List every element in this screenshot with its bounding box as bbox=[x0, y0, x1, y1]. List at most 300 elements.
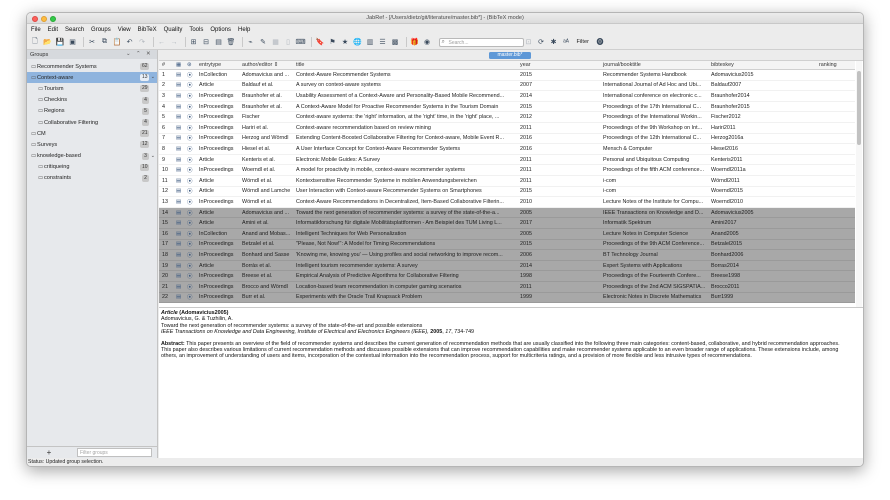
pdf-file-icon[interactable]: ▤ bbox=[176, 241, 182, 248]
ranking-cell[interactable] bbox=[818, 240, 858, 250]
year-cell: 2015 bbox=[520, 241, 532, 248]
group-count-badge: 12 bbox=[141, 141, 148, 148]
journal-cell: IEEE Transactions on Knowledge and D... bbox=[603, 209, 704, 216]
bibtexkey-cell: Borras2014 bbox=[711, 262, 739, 269]
group-item[interactable] bbox=[27, 72, 157, 83]
group-label: knowledge-based bbox=[37, 153, 81, 160]
star-icon[interactable]: ★ bbox=[341, 39, 349, 46]
title-cell: Intelligent Techniques for Web Personalization bbox=[296, 230, 407, 237]
title-cell: Informatikforschung für digitale Mobilitätsplattformen - Am Beispiel des TUM Living L... bbox=[296, 220, 502, 227]
doi-link-icon[interactable]: ⦿ bbox=[187, 295, 193, 302]
bibtexkey-cell: Breese1998 bbox=[711, 273, 741, 280]
save-icon[interactable]: 💾 bbox=[55, 39, 65, 46]
ranking-cell[interactable] bbox=[818, 134, 858, 144]
table-row[interactable] bbox=[159, 187, 855, 198]
pdf-icon[interactable]: ▦ bbox=[272, 39, 279, 46]
table-row[interactable] bbox=[159, 197, 855, 208]
bibtexkey-cell: Wörndl2011 bbox=[711, 177, 740, 184]
row-number: 2 bbox=[162, 82, 165, 89]
table-row[interactable] bbox=[159, 81, 855, 92]
list-icon[interactable]: ☰ bbox=[379, 39, 386, 46]
doi-link-icon[interactable]: ⦿ bbox=[187, 263, 193, 270]
bibtexkey-cell: Herzog2016a bbox=[711, 135, 744, 142]
bibtexkey-cell: Woerndl2011a bbox=[711, 167, 746, 174]
table-row[interactable] bbox=[159, 155, 855, 166]
ranking-cell[interactable] bbox=[818, 187, 858, 197]
author-cell: Kenteris et al. bbox=[242, 156, 275, 163]
table-row[interactable] bbox=[159, 70, 855, 81]
entrytype-cell: Article bbox=[199, 262, 214, 269]
tab-master-bib[interactable]: master.bib* bbox=[489, 52, 531, 59]
github-icon[interactable]: ◉ bbox=[423, 39, 431, 46]
pdf-file-icon[interactable]: ▤ bbox=[176, 220, 182, 227]
group-count-badge: 5 bbox=[142, 108, 149, 115]
entrytype-cell: InCollection bbox=[199, 71, 228, 78]
sync-icon[interactable]: ⟳ bbox=[538, 39, 544, 46]
pdf-file-icon[interactable]: ▤ bbox=[176, 114, 182, 121]
doi-link-icon[interactable]: ⦿ bbox=[187, 136, 193, 143]
help-icon[interactable]: ⓿ bbox=[596, 39, 604, 46]
ranking-cell[interactable] bbox=[818, 293, 858, 303]
entry-table bbox=[159, 61, 863, 307]
table-row[interactable] bbox=[159, 282, 855, 293]
doi-link-icon[interactable]: ⦿ bbox=[187, 83, 193, 90]
ranking-cell[interactable] bbox=[818, 144, 858, 154]
title-cell: Context-Aware Recommender Systems bbox=[296, 71, 391, 78]
search-input[interactable] bbox=[439, 38, 524, 47]
table-row[interactable] bbox=[159, 271, 855, 282]
journal-cell: BT Technology Journal bbox=[603, 251, 658, 258]
author-cell: Wörndl et al. bbox=[242, 177, 273, 184]
group-item[interactable] bbox=[27, 95, 157, 106]
folder-icon: ▭ bbox=[31, 141, 37, 148]
table-scrollbar[interactable] bbox=[856, 61, 862, 307]
open-library-icon[interactable]: 📂 bbox=[43, 39, 52, 46]
table-row[interactable] bbox=[159, 134, 855, 145]
filter-toggle[interactable]: Filter bbox=[576, 39, 589, 45]
group-count-badge: 29 bbox=[141, 85, 148, 92]
entrytype-cell: InProceedings bbox=[199, 167, 234, 174]
ranking-cell[interactable] bbox=[818, 250, 858, 260]
table-row[interactable] bbox=[159, 261, 855, 272]
doi-link-icon[interactable]: ⦿ bbox=[187, 93, 193, 100]
table-row[interactable] bbox=[159, 218, 855, 229]
group-item[interactable] bbox=[27, 106, 157, 117]
menu-quality[interactable]: Quality bbox=[163, 26, 183, 33]
author-cell: Braunhofer et al. bbox=[242, 92, 282, 99]
abstract-text: This paper presents an overview of the field of recommender systems and describes the current generation of recommendation methods that are usually classified into the following three main categories: content-based, collaborative, and hybrid recommendation approaches. This paper also describes various limitations of current recommendation methods and discusses possible extensions that can improve recommendation capabilities and make recommender systems applicable to an even broader range of applications. These extensions include, among others, an improvement of understanding of users and items, incorporation of the contextual information into the recommendation process, support for multicriteria ratings, and a provision of more flexible and less intrusive types of recommendations. bbox=[161, 340, 840, 360]
doi-link-icon[interactable]: ⦿ bbox=[187, 104, 193, 111]
journal-cell: Electronic Notes in Discrete Mathematics bbox=[603, 294, 702, 301]
author-cell: Braunhofer et al. bbox=[242, 103, 282, 110]
group-item[interactable] bbox=[27, 162, 157, 173]
column-header-entrytype[interactable]: entrytype bbox=[199, 62, 222, 68]
year-cell: 2011 bbox=[520, 124, 532, 131]
row-number: 17 bbox=[162, 241, 168, 248]
row-number: 16 bbox=[162, 230, 168, 237]
delete-entry-icon[interactable]: 🗑 bbox=[226, 39, 236, 46]
pdf-file-icon[interactable]: ▤ bbox=[176, 273, 182, 280]
entrytype-cell: InProceedings bbox=[199, 241, 234, 248]
bibtexkey-cell: Woerndl2010 bbox=[711, 198, 743, 205]
table-row[interactable] bbox=[159, 229, 855, 240]
doi-link-icon[interactable]: ⦿ bbox=[187, 274, 193, 281]
year-cell: 2014 bbox=[520, 262, 532, 269]
year-cell: 2012 bbox=[520, 114, 532, 121]
table-header-row bbox=[159, 61, 855, 70]
group-item[interactable] bbox=[27, 139, 157, 150]
doi-link-icon[interactable]: ⦿ bbox=[187, 72, 193, 79]
new-entry-icon[interactable]: ⊞ bbox=[190, 39, 197, 46]
pdf-file-icon[interactable]: ▤ bbox=[176, 188, 182, 195]
bibtexkey-cell: Hiesel2016 bbox=[711, 145, 738, 152]
title-cell: Electronic Mobile Guides: A Survey bbox=[296, 156, 380, 163]
group-item[interactable] bbox=[27, 128, 157, 139]
group-tree bbox=[27, 59, 157, 446]
ranking-cell[interactable] bbox=[818, 112, 858, 122]
row-number: 1 bbox=[162, 71, 165, 78]
year-cell: 2015 bbox=[520, 188, 532, 195]
table-row[interactable] bbox=[159, 144, 855, 155]
status-bar: Status: Updated group selection. bbox=[27, 458, 863, 466]
menu-file[interactable]: File bbox=[31, 26, 41, 33]
copy-icon[interactable]: ⧉ bbox=[102, 38, 107, 45]
year-cell: 1999 bbox=[520, 294, 532, 301]
pdf-file-icon[interactable]: ▤ bbox=[176, 92, 182, 99]
column-header-title[interactable]: title bbox=[296, 62, 305, 68]
group-label: Recommender Systems bbox=[37, 63, 97, 70]
group-count-badge: 13 bbox=[141, 74, 148, 81]
entrytype-cell: InCollection bbox=[199, 230, 228, 237]
folder-icon: ▭ bbox=[31, 63, 37, 70]
title-cell: Toward the next generation of recommender systems: a survey of the state-of-the-a... bbox=[296, 209, 500, 216]
doi-link-icon[interactable]: ⦿ bbox=[187, 242, 193, 249]
year-cell: 2015 bbox=[520, 71, 532, 78]
author-cell: Hariri et al. bbox=[242, 124, 269, 131]
main-area bbox=[27, 50, 863, 458]
year-cell: 2005 bbox=[520, 209, 532, 216]
tab-bar bbox=[159, 50, 863, 61]
author-cell: Borràs et al. bbox=[242, 262, 272, 269]
globe-icon[interactable]: 🌐 bbox=[353, 39, 362, 46]
author-cell: Betzalel et al. bbox=[242, 241, 275, 248]
year-cell: 2006 bbox=[520, 251, 532, 258]
title-cell: Location-based team recommendation in computer gaming scenarios bbox=[296, 283, 462, 290]
gift-icon[interactable]: 🎁 bbox=[410, 39, 419, 46]
title-cell: "Please, Not Now!": A Model for Timing Recommendations bbox=[296, 241, 436, 248]
folder-icon: ▭ bbox=[31, 74, 37, 81]
ranking-cell[interactable] bbox=[818, 102, 858, 112]
bibtexkey-cell: Baldauf2007 bbox=[711, 82, 742, 89]
author-cell: Bonhard and Sasse bbox=[242, 251, 290, 258]
column-header-bibtexkey[interactable]: bibtexkey bbox=[711, 62, 734, 68]
title-cell: Empirical Analysis of Predictive Algorithms for Collaborative Filtering bbox=[296, 273, 459, 280]
author-cell: Herzog and Wörndl bbox=[242, 135, 289, 142]
cleanup-icon[interactable]: ⌁ bbox=[248, 39, 253, 46]
journal-cell: Lecture Notes of the Institute for Compu... bbox=[603, 198, 704, 205]
doi-link-icon[interactable]: ⦿ bbox=[187, 189, 193, 196]
table-row[interactable] bbox=[159, 240, 855, 251]
entrytype-cell: Article bbox=[199, 82, 214, 89]
table-row[interactable] bbox=[159, 165, 855, 176]
toolbar bbox=[27, 35, 863, 50]
group-count-badge: 4 bbox=[142, 119, 149, 126]
ranking-cell[interactable] bbox=[818, 70, 858, 80]
pdf-file-icon[interactable]: ▤ bbox=[176, 209, 182, 216]
column-header-ranking[interactable]: ranking bbox=[819, 62, 837, 68]
bibtexkey-cell: Adomavicius2015 bbox=[711, 71, 754, 78]
cut-icon[interactable]: ✂ bbox=[89, 39, 95, 46]
bibtexkey-cell: Anand2005 bbox=[711, 230, 739, 237]
ranking-cell[interactable] bbox=[818, 208, 858, 218]
pdf-file-icon[interactable]: ▤ bbox=[176, 71, 182, 78]
title-cell: A model for proactivity in mobile, context-aware recommender systems bbox=[296, 167, 465, 174]
table-row[interactable] bbox=[159, 293, 855, 304]
row-number: 19 bbox=[162, 262, 168, 269]
undo-icon[interactable]: ↶ bbox=[126, 39, 133, 46]
bookmark-icon[interactable]: 🔖 bbox=[315, 39, 325, 46]
group-label: Collaborative Filtering bbox=[44, 119, 99, 126]
preview-volume: 17 bbox=[445, 329, 452, 336]
brush-icon[interactable]: ✎ bbox=[260, 39, 266, 46]
pdf-file-icon[interactable]: ▤ bbox=[176, 283, 182, 290]
year-cell: 2014 bbox=[520, 92, 532, 99]
entrytype-cell: InProceedings bbox=[199, 145, 234, 152]
preview-year: 2005 bbox=[430, 329, 443, 336]
title-cell: Context-aware systems: the 'right' information, at the 'right' time, in the 'right' place, ... bbox=[296, 114, 500, 121]
author-cell: Wörndl and Lamche bbox=[242, 188, 291, 195]
author-cell: Hiesel et al. bbox=[242, 145, 271, 152]
bibtexkey-cell: Betzalel2015 bbox=[711, 241, 743, 248]
column-header-author[interactable]: author/editor ⇕ bbox=[242, 62, 279, 68]
filter-groups-input[interactable]: Filter groups bbox=[77, 448, 152, 457]
row-number: 14 bbox=[162, 209, 168, 216]
column-header-journal[interactable]: journal/booktitle bbox=[603, 62, 641, 68]
ranking-cell[interactable] bbox=[818, 155, 858, 165]
file-icon[interactable]: ▯ bbox=[286, 39, 290, 46]
layout-icon[interactable]: ▥ bbox=[366, 39, 374, 46]
journal-cell: Lecture Notes in Computer Science bbox=[603, 230, 689, 237]
menu-groups[interactable]: Groups bbox=[91, 26, 111, 33]
journal-cell: Proceedings of the International Workin... bbox=[603, 114, 702, 121]
title-cell: User Interaction with Context-aware Recommender Systems on Smartphones bbox=[296, 188, 482, 195]
table-row[interactable] bbox=[159, 176, 855, 187]
bibtexkey-cell: Bonhard2006 bbox=[711, 251, 744, 258]
group-label: Surveys bbox=[37, 141, 58, 148]
entrytype-cell: Article bbox=[199, 209, 214, 216]
table-row[interactable] bbox=[159, 102, 855, 113]
preview-source: IEEE Transactions on Knowledge and Data Engineering, Institute of Electrical and Electronics Engineers (IEEE), 2005, 17, 734-749 bbox=[161, 329, 475, 336]
ranking-cell[interactable] bbox=[818, 165, 858, 175]
paste-icon[interactable]: 📋 bbox=[112, 39, 122, 46]
ranking-cell[interactable] bbox=[818, 218, 858, 228]
journal-cell: i-com bbox=[603, 188, 617, 195]
entrytype-cell: Article bbox=[199, 188, 214, 195]
title-cell: 'Knowing me, knowing you' — Using profiles and social networking to improve recom... bbox=[296, 251, 503, 258]
ranking-cell[interactable] bbox=[818, 81, 858, 91]
pdf-file-icon[interactable]: ▤ bbox=[176, 251, 182, 258]
pdf-file-icon[interactable]: ▤ bbox=[176, 124, 182, 131]
new-library-icon[interactable]: 🗋 bbox=[32, 37, 38, 45]
title-cell: A Context-Aware Model for Proactive Recommender Systems in the Tourism Domain bbox=[296, 103, 499, 110]
pdf-file-icon[interactable]: ▤ bbox=[176, 198, 182, 205]
doi-link-icon[interactable]: ⦿ bbox=[187, 252, 193, 259]
table-row[interactable] bbox=[159, 91, 855, 102]
folder-icon: ▭ bbox=[38, 164, 44, 171]
bibtexkey-cell: Braunhofer2014 bbox=[711, 92, 750, 99]
year-cell: 2011 bbox=[520, 167, 532, 174]
menu-view[interactable]: View bbox=[117, 26, 131, 33]
journal-cell: Proceedings of the Fourteenth Confere... bbox=[603, 273, 701, 280]
new-article-icon[interactable]: ⊟ bbox=[203, 39, 209, 46]
forward-icon[interactable]: → bbox=[170, 38, 178, 46]
regex-icon[interactable]: ✱ bbox=[550, 39, 557, 46]
table-row[interactable] bbox=[159, 112, 855, 123]
group-label: constraints bbox=[44, 175, 72, 182]
doi-link-icon[interactable]: ⦿ bbox=[187, 199, 193, 206]
close-icon[interactable]: ✕ bbox=[146, 51, 151, 57]
collapse-icon[interactable]: ⌄ bbox=[126, 51, 131, 57]
preview-journal: IEEE Transactions on Knowledge and Data Engineering, Institute of Electrical and Electronics Engineers (IEEE), bbox=[161, 329, 429, 336]
pdf-file-icon[interactable]: ▤ bbox=[176, 156, 182, 163]
pdf-file-icon[interactable]: ▤ bbox=[176, 167, 182, 174]
case-icon[interactable]: ᵃᴬ bbox=[563, 38, 569, 46]
doi-link-icon[interactable]: ⦿ bbox=[187, 168, 193, 175]
menu-tools[interactable]: Tools bbox=[189, 26, 204, 33]
row-number: 5 bbox=[162, 114, 165, 121]
preview-title: Toward the next generation of recommender systems: a survey of the state-of-the-art and possible extensions bbox=[161, 322, 423, 329]
add-group-button[interactable]: + bbox=[46, 448, 52, 457]
doi-link-icon[interactable]: ⦿ bbox=[187, 125, 193, 132]
search-icon: ⌕ bbox=[441, 38, 445, 45]
ranking-cell[interactable] bbox=[818, 282, 858, 292]
entrytype-cell: InProceedings bbox=[199, 251, 234, 258]
redo-icon[interactable]: ↷ bbox=[139, 39, 145, 46]
group-count-badge: 10 bbox=[141, 163, 148, 170]
search-placeholder: Search... bbox=[448, 39, 469, 46]
folder-icon: ▭ bbox=[31, 130, 37, 137]
clear-search-icon[interactable]: ⊡ bbox=[525, 39, 532, 46]
row-number: 4 bbox=[162, 103, 165, 110]
row-number: 13 bbox=[162, 198, 168, 205]
pdf-file-icon[interactable]: ▤ bbox=[176, 230, 182, 237]
entrytype-cell: InProceedings bbox=[199, 283, 234, 290]
journal-cell: i-com bbox=[603, 177, 617, 184]
ranking-cell[interactable] bbox=[818, 91, 858, 101]
row-number: 20 bbox=[162, 273, 168, 280]
journal-cell: Recommender Systems Handbook bbox=[603, 71, 687, 78]
table-row[interactable] bbox=[159, 208, 855, 219]
journal-cell: Proceedings of the fifth ACM conference... bbox=[603, 167, 704, 174]
group-label: Checkins bbox=[44, 97, 68, 104]
pdf-file-icon[interactable]: ▤ bbox=[176, 135, 182, 142]
expand-group-icon[interactable]: ⌄ bbox=[150, 74, 155, 81]
menu-help[interactable]: Help bbox=[238, 26, 251, 33]
scrollbar-thumb[interactable] bbox=[857, 71, 861, 145]
group-item[interactable] bbox=[27, 151, 157, 162]
column-header-number[interactable]: # bbox=[162, 62, 165, 68]
bibtexkey-cell: Burr1999 bbox=[711, 294, 734, 301]
ranking-cell[interactable] bbox=[818, 123, 858, 133]
ranking-cell[interactable] bbox=[818, 261, 858, 271]
flag-icon[interactable]: ⚑ bbox=[329, 39, 336, 46]
preview-authors: Adomavicius, G. & Tuzhilin, A. bbox=[161, 316, 233, 323]
bibtexkey-cell: Fischer2012 bbox=[711, 114, 741, 121]
journal-cell: Proceedings of the 17th International C... bbox=[603, 103, 701, 110]
doi-link-icon[interactable]: ⦿ bbox=[187, 178, 193, 185]
pdf-file-icon[interactable]: ▤ bbox=[176, 177, 182, 184]
group-count-badge: 21 bbox=[141, 130, 148, 137]
doi-link-icon[interactable]: ⦿ bbox=[187, 231, 193, 238]
table-row[interactable] bbox=[159, 123, 855, 134]
save-all-icon[interactable]: ▣ bbox=[69, 39, 76, 46]
doi-link-icon[interactable]: ⦿ bbox=[187, 210, 193, 217]
back-icon[interactable]: ← bbox=[158, 38, 165, 46]
pdf-file-icon[interactable]: ▤ bbox=[176, 294, 182, 301]
edit-entry-icon[interactable]: ▤ bbox=[215, 39, 222, 46]
menu-search[interactable]: Search bbox=[65, 26, 85, 33]
preview-abstract bbox=[161, 341, 851, 360]
author-cell: Burr et al. bbox=[242, 294, 266, 301]
group-item[interactable] bbox=[27, 83, 157, 94]
entrytype-cell: InProceedings bbox=[199, 273, 234, 280]
menu-edit[interactable]: Edit bbox=[47, 26, 59, 33]
journal-cell: Proceedings of the 9th Workshop on Int... bbox=[603, 124, 703, 131]
bibtexkey-cell: Adomavicius2005 bbox=[711, 209, 754, 216]
ranking-cell[interactable] bbox=[818, 176, 858, 186]
ranking-cell[interactable] bbox=[818, 271, 858, 281]
row-number: 3 bbox=[162, 92, 165, 99]
doi-link-icon[interactable]: ⦿ bbox=[187, 157, 193, 164]
doi-link-icon[interactable]: ⦿ bbox=[187, 115, 193, 122]
group-item[interactable] bbox=[27, 61, 157, 72]
row-number: 10 bbox=[162, 167, 168, 174]
title-cell: Context-Aware Recommendations in Decentralized, Item-Based Collaborative Filterin... bbox=[296, 198, 504, 205]
ranking-cell[interactable] bbox=[818, 197, 858, 207]
group-item[interactable] bbox=[27, 117, 157, 128]
terminal-icon[interactable]: ⌨ bbox=[295, 39, 306, 46]
table-row[interactable] bbox=[159, 250, 855, 261]
toolbar-divider bbox=[242, 37, 243, 47]
bibtexkey-cell: Amini2017 bbox=[711, 220, 737, 227]
group-count-badge: 4 bbox=[142, 97, 149, 104]
ranking-cell[interactable] bbox=[818, 229, 858, 239]
groups-sidebar bbox=[27, 50, 158, 458]
pdf-file-icon[interactable]: ▤ bbox=[176, 145, 182, 152]
expand-group-icon[interactable]: ⌄ bbox=[150, 152, 155, 159]
menu-options[interactable]: Options bbox=[210, 26, 232, 33]
column-header-year[interactable]: year bbox=[520, 62, 531, 68]
pdf-file-icon[interactable]: ▤ bbox=[176, 82, 182, 89]
menu-bibtex[interactable]: BibTeX bbox=[137, 26, 157, 33]
group-label: Context-aware bbox=[37, 74, 74, 81]
pdf-column-icon[interactable]: ▦ bbox=[176, 62, 182, 68]
row-number: 18 bbox=[162, 251, 168, 258]
pdf-file-icon[interactable]: ▤ bbox=[176, 262, 182, 269]
title-cell: Experiments with the Oracle Trail Knapsack Problem bbox=[296, 294, 422, 301]
author-cell: Fischer bbox=[242, 114, 260, 121]
pdf-export-icon[interactable]: ▩ bbox=[391, 39, 399, 46]
entrytype-cell: InProceedings bbox=[199, 198, 234, 205]
doi-link-icon[interactable]: ⦿ bbox=[187, 221, 193, 228]
pdf-file-icon[interactable]: ▤ bbox=[176, 103, 182, 110]
link-column-icon[interactable]: ⊛ bbox=[187, 62, 192, 68]
expand-icon[interactable]: ⌃ bbox=[136, 51, 141, 57]
doi-link-icon[interactable]: ⦿ bbox=[187, 284, 193, 291]
doi-link-icon[interactable]: ⦿ bbox=[187, 146, 193, 153]
year-cell: 2011 bbox=[520, 177, 532, 184]
group-item[interactable] bbox=[27, 173, 157, 184]
